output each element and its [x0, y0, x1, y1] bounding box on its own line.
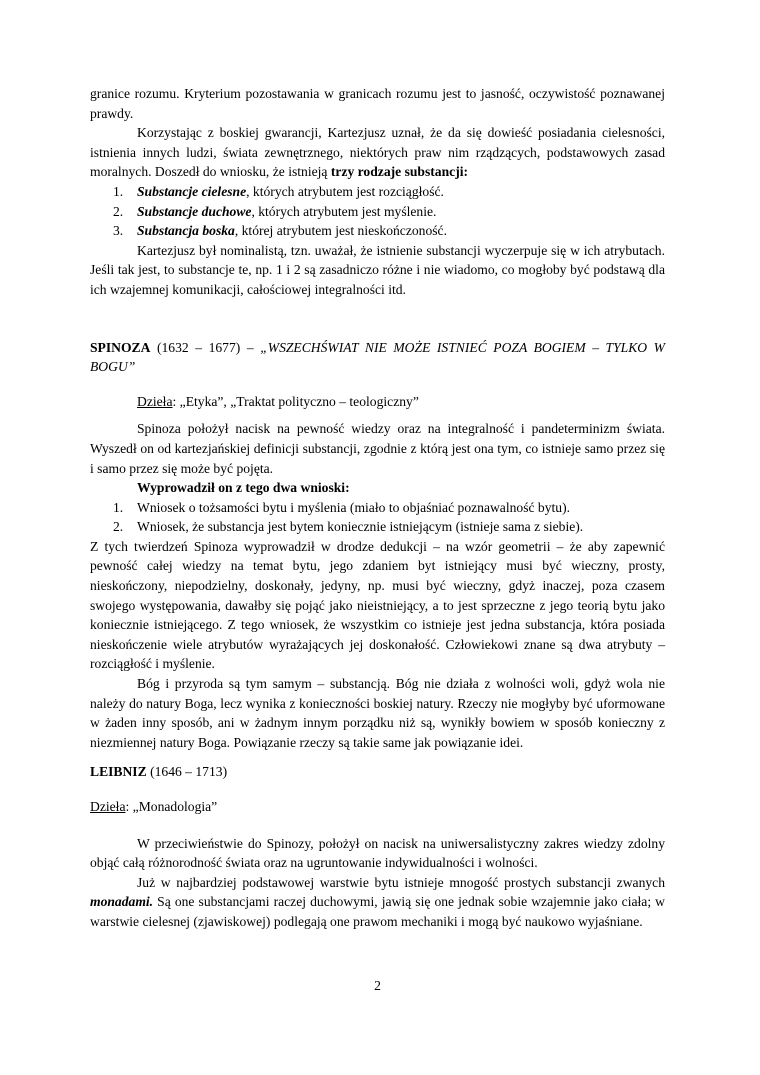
philosopher-name: LEIBNIZ — [90, 764, 147, 780]
list-item-text: , których atrybutem jest rozciągłość. — [246, 183, 444, 199]
paragraph-text: Są one substancjami raczej duchowymi, jawią się one jednak sobie wzajemnie jako ciała; w warstwie cielesnej (zjawiskowej) podlegają one prawom mechaniki i mogą być naukowo wyjaśniane. — [90, 894, 665, 929]
list-item-text: , której atrybutem jest nieskończoność. — [234, 223, 447, 239]
works-line-leibniz — [90, 797, 665, 817]
philosopher-dates: (1632 – 1677) – — [150, 339, 261, 355]
philosopher-quote: „WSZECHŚWIAT NIE MOŻE ISTNIEĆ POZA BOGIEM – TYLKO W BOGU” — [90, 339, 665, 375]
works-label: Dzieła — [90, 799, 126, 814]
list-number: 2. — [113, 519, 124, 535]
paragraph-leibniz-universal: W przeciwieństwie do Spinozy, położył on nacisk na uniwersalistyczny zakres wiedzy zdolny objąć całą różnorodność świata oraz na ugruntowanie indywidualności i wolności. — [90, 835, 665, 871]
paragraph-two-conclusions-heading: Wyprowadził on z tego dwa wnioski: — [137, 480, 350, 496]
section-heading-spinoza — [90, 338, 665, 377]
list-number: 3. — [113, 223, 124, 239]
list-number: 1. — [113, 499, 124, 515]
list-item-text: , których atrybutem jest myślenie. — [251, 203, 437, 219]
conclusions-list — [90, 498, 665, 537]
paragraph-text: Korzystając z boskiej gwarancji, Kartezjusz uznał, że da się dowieść posiadania cielesności, istnienia innych ludzi, świata zewnętrznego, niektórych praw nim rządzących, podstawowych zasad moralnych. Doszedł do wniosku, że istnieją — [90, 125, 665, 180]
bold-italic-monads-term: monadami. — [90, 894, 154, 910]
list-item-text: Wniosek o tożsamości bytu i myślenia (miało to objaśniać poznawalność bytu). — [137, 499, 571, 515]
substance-list — [90, 182, 665, 241]
list-item — [90, 202, 665, 222]
list-number: 2. — [113, 203, 124, 219]
paragraph-descartes-nominalist: Kartezjusz był nominalistą, tzn. uważał, że istnienie substancji wyczerpuje się w ich atrybutach. Jeśli tak jest, to substancje te, np. 1 i 2 są zasadniczo różne i nie wiadomo, co mogłoby być podstawą dla ich wzajemnej komunikacji, całościowej integralności itd. — [90, 242, 665, 297]
list-number: 1. — [113, 183, 124, 199]
list-item-term: Substancje duchowe — [137, 203, 252, 219]
paragraph-descartes-guarantee — [90, 123, 665, 182]
list-item-text: Wniosek, że substancja jest bytem koniecznie istniejącym (istnieje sama z siebie). — [137, 519, 584, 535]
list-item — [90, 182, 665, 202]
list-item — [90, 221, 665, 241]
works-line-spinoza — [90, 392, 665, 412]
list-item — [90, 498, 665, 518]
list-item-term: Substancja boska — [137, 223, 235, 239]
paragraph-spinoza-certainty: Spinoza położył nacisk na pewność wiedzy oraz na integralność i pandeterminizm świata. Wyszedł on od kartezjańskiej definicji substancji, zgodnie z którą jest ona tym, co istnieje samo przez się i samo przez się może być pojęta. — [90, 421, 665, 476]
paragraph-leibniz-monads — [90, 873, 665, 932]
list-item-term: Substancje cielesne — [137, 183, 247, 199]
works-titles: : „Etyka”, „Traktat polityczno – teologiczny” — [172, 393, 419, 409]
paragraph-spinoza-deduction: Z tych twierdzeń Spinoza wyprowadził w drodze dedukcji – na wzór geometrii – że aby zapewnić pewność całej wiedzy na temat bytu, jego zdaniem byt istniejący musi być wieczny, prosty, nieskończony, niepodzielny, doskonały, jedyny, np. musi być wieczny, gdyż inaczej, poza czasem swojego występowania, dawałby się pojąć jako nieistniejący, a to jest sprzeczne z jego teorią bytu jako koniecznie istniejącego. Z tego wniosek, że wszystkim co istnieje jest jedna substancja, która posiada nieskończenie wiele atrybutów wyrażających jej doskonałość. Człowiekowi znane są dwa atrybuty – rozciągłość i myślenie. — [90, 538, 665, 672]
paragraph-reason-limits: granice rozumu. Kryterium pozostawania w granicach rozumu jest to jasność, oczywistość poznawanej prawdy. — [90, 86, 665, 121]
works-titles: : „Monadologia” — [125, 799, 218, 814]
paragraph-spinoza-god-nature: Bóg i przyroda są tym samym – substancją. Bóg nie działa z wolności woli, gdyż wola nie należy do natury Boga, lecz wynika z konieczności boskiej natury. Rzeczy nie mogłyby być uformowane w żaden inny sposób, ani w żadnym innym porządku niż są, wynikły bowiem w sposób konieczny z niezmiennej natury Boga. Powiązanie rzeczy są takie same jak powiązanie idei. — [90, 676, 665, 750]
bold-three-kinds-of-substance: trzy rodzaje substancji: — [330, 164, 469, 180]
philosopher-dates: (1646 – 1713) — [146, 764, 228, 780]
philosopher-name: SPINOZA — [90, 339, 151, 355]
works-label: Dzieła — [137, 393, 173, 409]
paragraph-text: Już w najbardziej podstawowej warstwie bytu istnieje mnogość prostych substancji zwanych — [137, 874, 665, 890]
page-number: 2 — [374, 977, 381, 993]
section-heading-leibniz — [90, 762, 665, 782]
list-item — [90, 517, 665, 537]
